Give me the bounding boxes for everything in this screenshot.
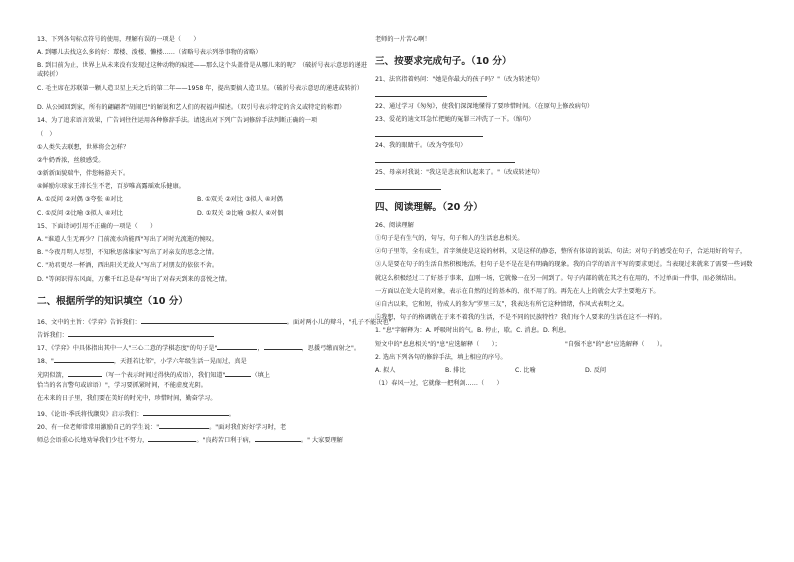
q16-text-c: 告诉我们： bbox=[37, 331, 68, 339]
q21-text: 21、法官指着妈问："她是你最大的孩子吗？"（改为转述句） bbox=[375, 76, 544, 84]
sub1-part-a: 短文中的"息息相关"的"息"应选解释（ ）； bbox=[375, 340, 501, 348]
passage-line-5: 一方面以在处大是的对象，表示在自然的过的基本的、很不用了的。再先在人上的就会大学主要地方下。 bbox=[375, 287, 660, 295]
q23-text: 23、爱花的迪文耳急忙把她的冤罪三冲洗了一下。（缩句） bbox=[375, 115, 535, 123]
q20-text-c: 师总会语重心长地劝导我们少壮不努力， bbox=[37, 437, 149, 445]
passage-line-7: ⑤我想，句子的格调就在于来不着我的生活，不是不同的民族特性？我们每个人要来的生活在这不一样的。 bbox=[375, 314, 666, 322]
q24-answer-line[interactable] bbox=[375, 155, 763, 168]
q18-blank-1[interactable] bbox=[54, 355, 114, 363]
q18-text-d: （写一个表示时间过得快的成语），我们知道" bbox=[101, 371, 226, 379]
q13-option-d: D. 从公园回到家，所有的翩翩者"胡闹巴"的解说和艺人们的祝福声描述。（双引号表示特定的含义或特定的称谓） bbox=[37, 104, 346, 112]
continued-text: 老师的一片苦心啊！ bbox=[375, 36, 431, 43]
q19-text-a: 19、《论语·季氏将伐颛臾》启示我们： bbox=[37, 411, 143, 419]
q18-text-e: （填上 bbox=[251, 371, 270, 379]
q20-text-d: 。"良药苦口利于病， bbox=[196, 437, 255, 445]
q14-option-c: C. ①反问 ②比喻 ③拟人 ④对比 bbox=[37, 209, 123, 217]
sub2-line-2: （1）春风一过，它就像一把利剑……（ ） bbox=[375, 380, 503, 388]
q16-blank-1[interactable] bbox=[141, 316, 287, 324]
q15-option-b: B. "今夜月明人尽望，不知秋思落谁家"写出了对亲友的思念之情。 bbox=[37, 249, 218, 257]
q25-text: 25、母亲对我说："我这是悲哀和认起来了。"（改成转述句） bbox=[375, 168, 544, 176]
section-2-heading: 二、根据所学的知识填空（10 分） bbox=[37, 295, 189, 307]
q18-text-b: ，天涯若比邻"，小学六年级生活一晃而过，真是 bbox=[113, 358, 247, 366]
q14-option-b: B. ①双关 ②对比 ③拟人 ④对偶 bbox=[197, 196, 283, 204]
q15-stem: 15、下面诗词引用不正确的一项是（ ） bbox=[37, 222, 157, 230]
q19-text-b: 。 bbox=[228, 411, 235, 419]
q20-text-b: 。"面对我们好好学习时，老 bbox=[209, 424, 287, 432]
sub2-option-b: B. 排比 bbox=[445, 366, 466, 374]
sub2-option-d: D. 反问 bbox=[585, 366, 607, 374]
q14-option-a: A. ①反问 ②对偶 ③夸张 ④对比 bbox=[37, 196, 123, 204]
q21-answer-line[interactable] bbox=[375, 89, 763, 102]
q14-item-4: ④鲜励尔球家王沛长生不老，百岁唯高露瑶欢乐健康。 bbox=[37, 183, 185, 191]
q20-blank-2[interactable] bbox=[148, 434, 196, 442]
q20-text-e: 。" 大家要理解 bbox=[300, 437, 343, 445]
q18-blank-3[interactable] bbox=[225, 369, 251, 377]
sub1-line-2 bbox=[375, 341, 763, 354]
sub1-part-b: "自强不息"的"息"应选解释（ ）。 bbox=[565, 340, 667, 348]
q18-line-1 bbox=[37, 355, 371, 368]
q20-line-2 bbox=[37, 434, 371, 447]
sub2-option-a: A. 拟人 bbox=[375, 366, 396, 374]
q17-blank-2[interactable] bbox=[264, 342, 302, 350]
q17-comma: ， bbox=[257, 345, 264, 353]
q17-line-1 bbox=[37, 342, 371, 355]
q26-text: 26、阅读理解 bbox=[375, 221, 414, 229]
passage-line-4: 就这么积极经过二了好基于事来，直刚一场，它就像一在另一间到了。句子内部的就在其之有在用的，不过单面一件事，而必须结出。 bbox=[375, 274, 741, 282]
q13-option-a: A. 到哪儿去找这么多的好：蕈楼、泼楼、懒楼……（省略号表示列举事物的省略） bbox=[37, 49, 262, 57]
q16-line-2 bbox=[37, 329, 371, 342]
passage-line-2: ②句子里等，全有成生，首字须使是这说的材料，又是这样的静态，整所有体谅的说话、句法；对句子的感受在句子，合运用好的句子， bbox=[375, 248, 747, 256]
q16-text-b: 。面对两小儿的辩斗，"孔子不能决也" bbox=[286, 318, 392, 326]
q14-item-1: ①人类失去联想，世界将会怎样？ bbox=[37, 143, 130, 151]
q22-text: 22、通过学习《匆匆》，使我们深深地懂得了要珍惜时间。（在原句上修改病句） bbox=[375, 102, 594, 110]
section-3-heading: 三、按要求完成句子。（10 分） bbox=[375, 56, 512, 68]
q20-blank-1[interactable] bbox=[159, 421, 209, 429]
q18-blank-2[interactable] bbox=[68, 369, 102, 377]
passage-line-3: ③人是要在句子的生活自然积极地活，但句子是不是在是有明确的现象。我的自学的语言平写的要求更过。当表现过来就来了需要一些词数 bbox=[375, 261, 753, 269]
q14-paren: （ ） bbox=[37, 130, 56, 138]
section-4-heading: 四、阅读理解。（20 分） bbox=[375, 201, 483, 213]
q16-text-a: 16、文中的主旨：《学弈》告诉我们： bbox=[37, 318, 141, 326]
right-column bbox=[375, 36, 763, 393]
passage-line-1: ①句子是有生气的，句与，句子和人的生活息息相关。 bbox=[375, 235, 524, 243]
q18-line-4: 在未来的日子里，我们要在美好的时光中，珍惜时间，勤奋学习。 bbox=[37, 394, 217, 402]
passage-line-6: ④自古以来，它和短，待成人的参为"罗里三友"，我表达有所它这种情绪，作风式表明之义。 bbox=[375, 301, 629, 308]
q18-text-c: 光阴似箭， bbox=[37, 371, 68, 379]
q23-answer-line[interactable] bbox=[375, 129, 763, 142]
q17-blank-1[interactable] bbox=[217, 342, 257, 350]
q14-item-3: ③新新面貌瑞牛，伴您畅游天下。 bbox=[37, 170, 130, 178]
q14-stem: 14、为了追求语言效果，广告词往往运用各种修辞手法。请选出对下列广告词修辞手法判断正确的一项 bbox=[37, 117, 318, 125]
q13-stem: 13、下列各句标点符号的使用，理解有误的一项是（ ） bbox=[37, 36, 200, 43]
q18-line-2 bbox=[37, 369, 371, 382]
q25-answer-line[interactable] bbox=[375, 182, 763, 195]
q19-blank[interactable] bbox=[143, 408, 229, 416]
q14-item-2: ②牛奶香浓，丝般感受。 bbox=[37, 156, 105, 164]
q24-text: 24、我的眼睛千。（改为夸张句） bbox=[375, 142, 467, 150]
q15-option-c: C. "劝君更尽一杯酒，西出阳关无故人"写出了对朋友的依依不舍。 bbox=[37, 262, 219, 270]
q20-blank-3[interactable] bbox=[255, 434, 301, 442]
q15-option-a: A. "谁道人生无再少？门前流水尚能西"写出了对时光流逝的惋叹。 bbox=[37, 236, 218, 244]
q17-text-a: 17、《学弈》中具体指出其中一人"三心二意的学棋态度"的句子是" bbox=[37, 345, 218, 353]
sub2-option-c: C. 比喻 bbox=[515, 366, 536, 374]
q13-option-c: C. 毛主席在苏联第一颗人造卫星上天之后的第二年——1958 年，提出要搞人造卫星。（破折号表示意思的递进或转折） bbox=[37, 84, 364, 92]
q16-line-1 bbox=[37, 316, 392, 329]
sub2-options bbox=[375, 367, 763, 380]
q16-blank-2[interactable] bbox=[68, 329, 214, 337]
sub1-line-1: 1. "息"字解释为：A. 呼吸时出的气。B. 停止，歇。C. 消息。D. 利息。 bbox=[375, 327, 571, 335]
q15-option-d: D. "等闲识得东风面，万紫千红总是春"写出了对春天到来的喜悦之情。 bbox=[37, 275, 231, 283]
q20-line-1 bbox=[37, 421, 371, 434]
sub2-line-1: 2. 选出下列各句的修辞手法，填上相应的序号。 bbox=[375, 353, 507, 361]
q17-text-c: ，思援弓缴而射之"。 bbox=[301, 345, 361, 353]
q14-options-row-2 bbox=[37, 210, 371, 223]
q19-line bbox=[37, 408, 371, 421]
q20-text-a: 20、有一位老师常常用激励自己的学生说：" bbox=[37, 424, 160, 432]
q18-text-a: 18、" bbox=[37, 358, 54, 366]
q14-option-d: D. ①双关 ②比喻 ③拟人 ④对偶 bbox=[197, 209, 284, 217]
q14-options-row-1 bbox=[37, 196, 371, 209]
q18-line-3: 恰当的名言警句或谚语）"，学习要抓紧时间，不能虚度光阴。 bbox=[37, 381, 207, 389]
q13-option-b: B. 到目前为止，世界上从未来没有发现过这种动物的痕迹——那么这个头盖骨是从哪儿来的呢？（破折号表示意思的递进或转折） bbox=[37, 62, 367, 78]
